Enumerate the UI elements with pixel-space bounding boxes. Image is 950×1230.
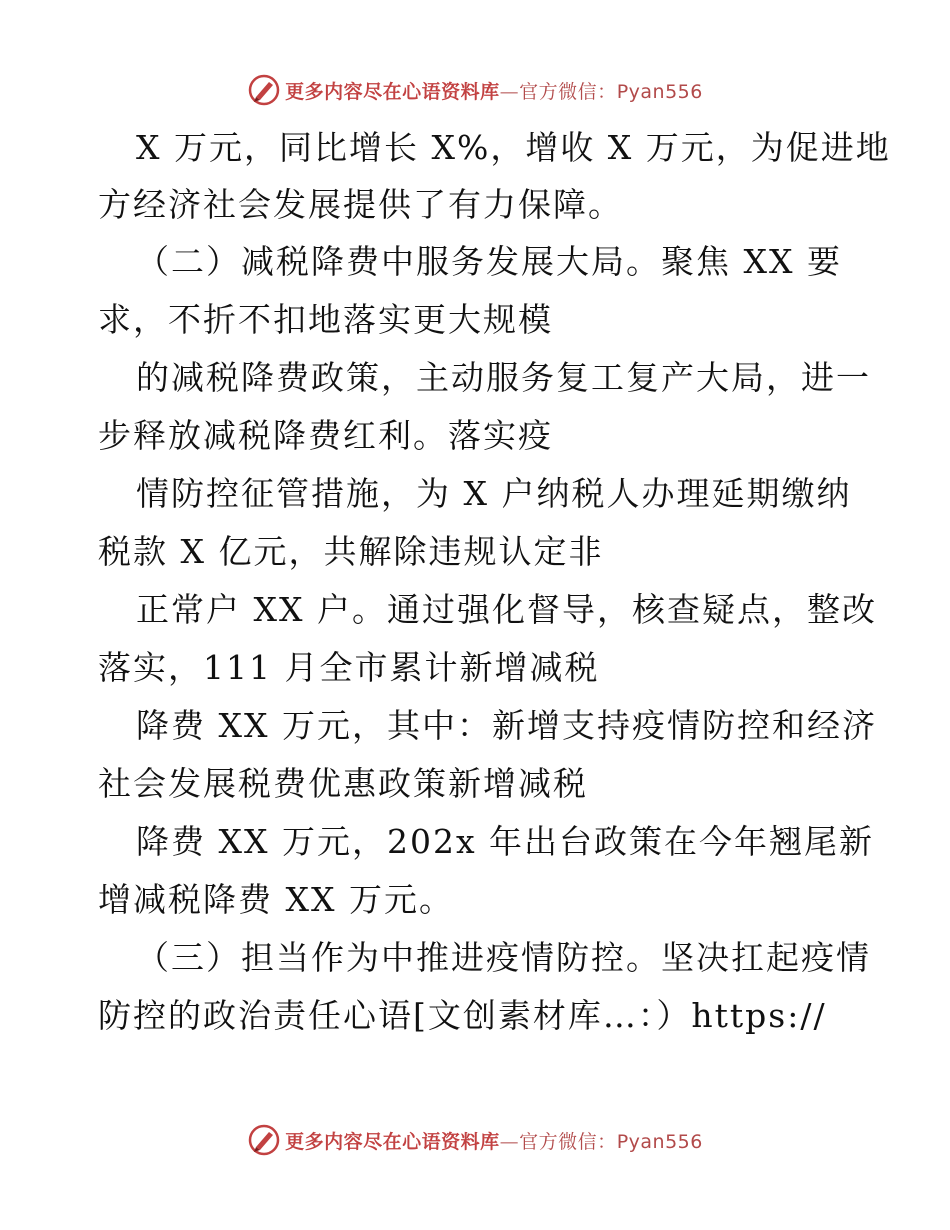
- body-line: 求，不折不扣地落实更大规模: [98, 300, 553, 339]
- footer-dash: —: [499, 1130, 520, 1153]
- body-line: 情防控征管措施，为 X 户纳税人办理延期缴纳: [136, 474, 852, 513]
- body-line: 正常户 XX 户。通过强化督导，核查疑点，整改: [136, 590, 877, 629]
- body-line: 社会发展税费优惠政策新增减税: [98, 764, 588, 803]
- header-banner: [0, 70, 950, 110]
- body-line: 税款 X 亿元，共解除违规认定非: [98, 532, 604, 571]
- pen-logo-icon: [247, 73, 281, 107]
- footer-banner-text: [285, 1127, 703, 1154]
- header-wechat-id: Pyan556: [616, 80, 703, 103]
- footer-banner: [0, 1120, 950, 1160]
- body-line: 防控的政治责任心语[文创素材库…：）https://: [98, 996, 827, 1035]
- footer-brand: 更多内容尽在心语资料库: [285, 1130, 500, 1153]
- body-line: 步释放减税降费红利。落实疫: [98, 416, 553, 455]
- pen-logo-icon: [247, 1123, 281, 1157]
- footer-wechat-label: 官方微信：: [519, 1130, 617, 1153]
- header-dash: —: [499, 80, 520, 103]
- body-line: X 万元，同比增长 X%，增收 X 万元，为促进地: [136, 128, 891, 167]
- body-line: 降费 XX 万元，其中：新增支持疫情防控和经济: [136, 706, 877, 745]
- body-line: 增减税降费 XX 万元。: [98, 880, 454, 919]
- body-line: 方经济社会发展提供了有力保障。: [98, 185, 623, 224]
- header-banner-text: [285, 77, 703, 104]
- header-brand: 更多内容尽在心语资料库: [285, 80, 500, 103]
- body-line: （二）减税降费中服务发展大局。聚焦 XX 要: [136, 242, 842, 281]
- header-wechat-label: 官方微信：: [519, 80, 617, 103]
- body-line: （三）担当作为中推进疫情防控。坚决扛起疫情: [136, 938, 871, 977]
- footer-wechat-id: Pyan556: [616, 1130, 703, 1153]
- body-line: 的减税降费政策，主动服务复工复产大局，进一: [136, 358, 871, 397]
- body-line: 降费 XX 万元，202x 年出台政策在今年翘尾新: [136, 822, 875, 861]
- body-line: 落实，111 月全市累计新增减税: [98, 648, 600, 687]
